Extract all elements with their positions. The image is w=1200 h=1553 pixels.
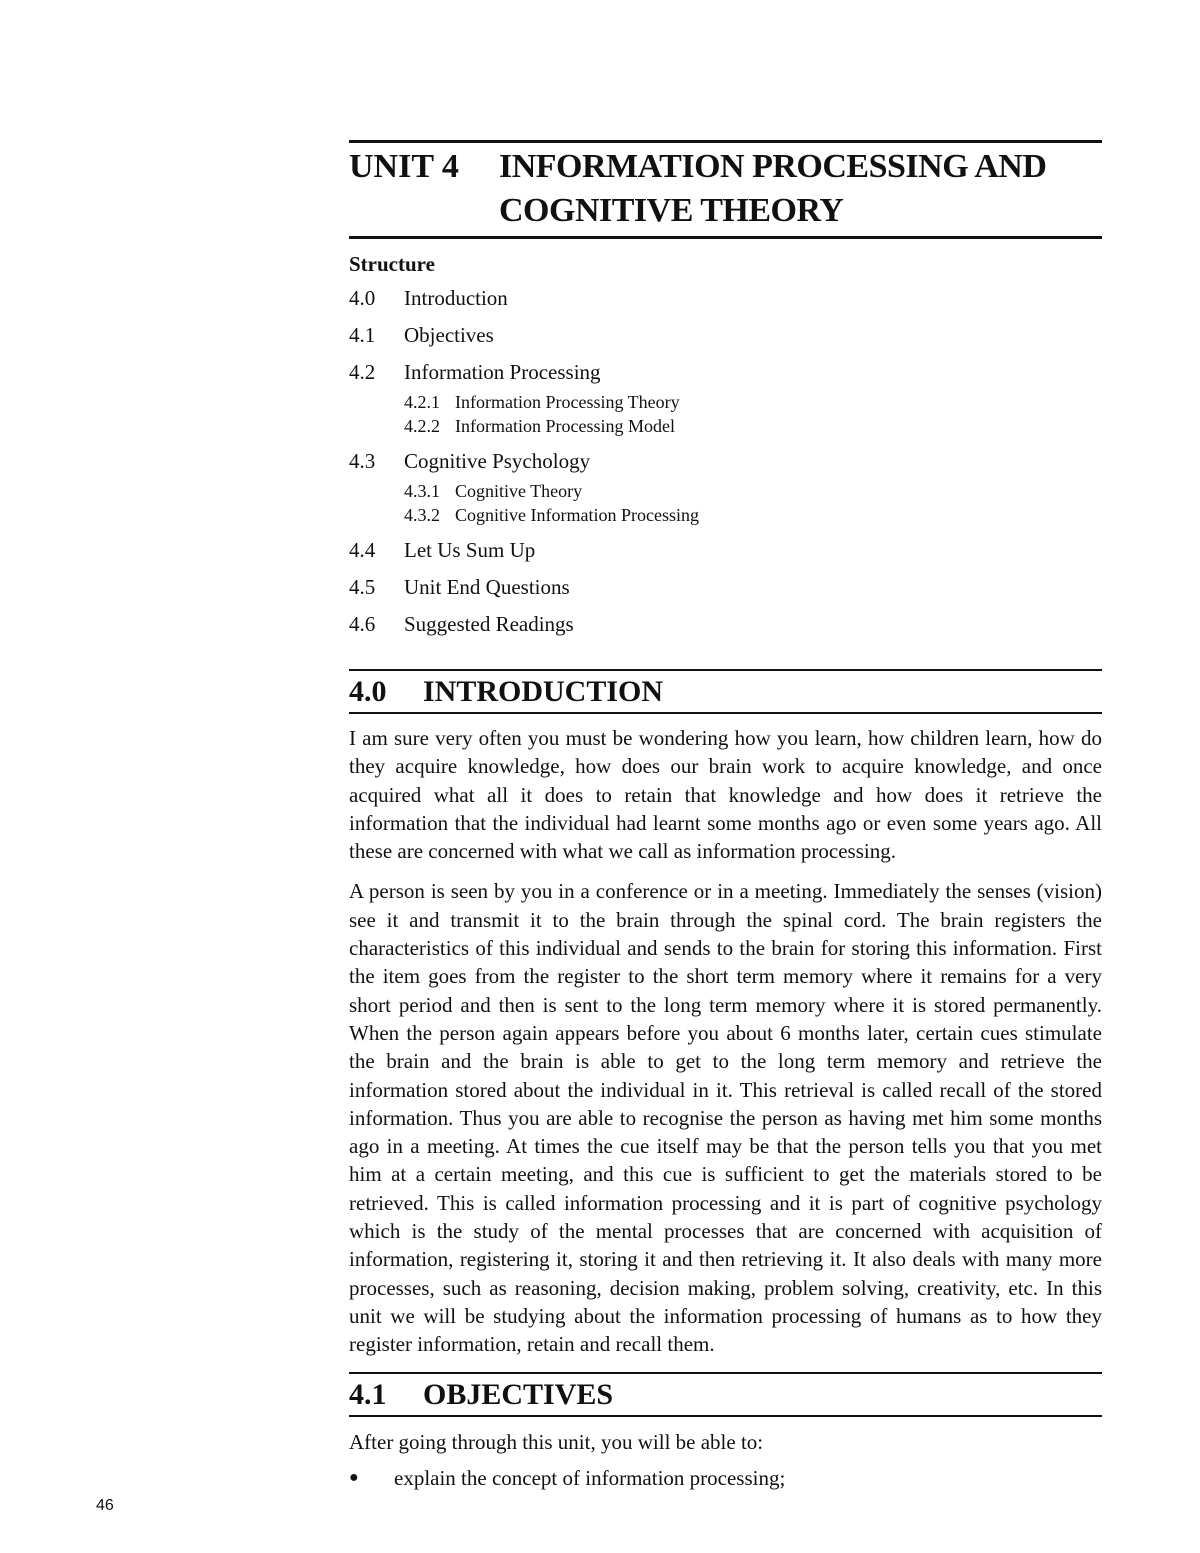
- toc-label: Suggested Readings: [404, 612, 574, 636]
- section-bottom-rule: [349, 712, 1102, 714]
- toc-item: [349, 284, 1102, 312]
- toc-label: Cognitive Psychology: [404, 449, 591, 473]
- bullet-icon: ●: [349, 1469, 359, 1487]
- section-heading-introduction: [349, 669, 1102, 714]
- toc-number: 4.2.1: [404, 392, 440, 412]
- unit-title: [499, 145, 1102, 233]
- toc-label: Cognitive Information Processing: [455, 505, 699, 525]
- toc-subitem: [349, 390, 1102, 414]
- paragraph: I am sure very often you must be wondering how you learn, how children learn, how do they acquire knowledge, how does our brain work to acquire knowledge, and once acquired what all it does to retain that knowledge and how does it retrieve the information that the individual had learnt some months ago or even some years ago. All these are concerned with what we call as information processing.: [349, 726, 1102, 864]
- toc-item: [349, 321, 1102, 349]
- toc-number: 4.3.1: [404, 481, 440, 501]
- toc-number: 4.2: [349, 360, 376, 384]
- toc-label: Information Processing Model: [455, 416, 675, 436]
- introduction-body: [349, 724, 1102, 1359]
- section-number: 4.0: [349, 675, 387, 708]
- toc-number: 4.6: [349, 612, 376, 636]
- toc-number: 4.3: [349, 449, 376, 473]
- toc-number: 4.0: [349, 286, 376, 310]
- bullet-text: explain the concept of information processing;: [394, 1466, 786, 1491]
- toc-label: Information Processing: [404, 360, 601, 384]
- section-title: OBJECTIVES: [423, 1378, 614, 1411]
- objectives-body: [349, 1428, 1102, 1492]
- unit-label: UNIT 4: [349, 148, 459, 185]
- toc-subitem: [349, 503, 1102, 527]
- section-title-row: [349, 671, 1102, 712]
- toc-item: [349, 536, 1102, 564]
- unit-header: [349, 140, 1102, 239]
- toc-item: [349, 610, 1102, 638]
- toc-label: Introduction: [404, 286, 508, 310]
- paragraph: A person is seen by you in a conference or in a meeting. Immediately the senses (vision) see it and transmit it to the brain through the spinal cord. The brain registers the characteristics of this individual and sends to the brain for storing this information. First the item goes from the register to the short term memory where it remains for a very short period and then is sent to the long term memory where it is stored permanently. When the person again appears before you about 6 months later, certain cues stimulate the brain and the brain is able to get to the long term memory and retrieve the information stored about the individual in it. This retrieval is called recall of the stored information. Thus you are able to recognise the person as having met him some months ago in a meeting. At times the cue itself may be that the person tells you that you met him at a certain meeting, and this cue is sufficient to get the materials stored to be retrieved. This is called information processing and it is part of cognitive psychology which is the study of the mental processes that are concerned with acquisition of information, registering it, storing it and then retrieving it. It also deals with many more processes, such as reasoning, decision making, problem solving, creativity, etc. In this unit we will be studying about the information processing of humans as to how they register information, retain and recall them.: [349, 879, 1102, 1357]
- unit-title-row: [349, 143, 1102, 233]
- toc-subitem: [349, 414, 1102, 438]
- toc-number: 4.1: [349, 323, 376, 347]
- toc-label: Unit End Questions: [404, 575, 570, 599]
- unit-title-line2: COGNITIVE THEORY: [499, 192, 844, 229]
- toc-label: Cognitive Theory: [455, 481, 583, 501]
- unit-title-line1: INFORMATION PROCESSING AND: [499, 148, 1047, 185]
- toc-label: Information Processing Theory: [455, 392, 680, 412]
- section-title: INTRODUCTION: [423, 675, 664, 708]
- structure-heading: Structure: [349, 252, 435, 276]
- toc-number: 4.4: [349, 538, 376, 562]
- section-title-row: [349, 1374, 1102, 1415]
- toc-item: [349, 447, 1102, 475]
- structure-toc: [349, 250, 1102, 647]
- toc-number: 4.5: [349, 575, 376, 599]
- objectives-intro: After going through this unit, you will be able to:: [349, 1430, 764, 1454]
- section-number: 4.1: [349, 1378, 387, 1411]
- toc-label: Let Us Sum Up: [404, 538, 536, 562]
- toc-label: Objectives: [404, 323, 494, 347]
- bottom-rule: [349, 236, 1102, 239]
- toc-subitem: [349, 479, 1102, 503]
- toc-number: 4.3.2: [404, 505, 440, 525]
- toc-item: [349, 358, 1102, 386]
- section-heading-objectives: [349, 1372, 1102, 1417]
- bullet-item: [349, 1464, 1102, 1492]
- section-bottom-rule: [349, 1415, 1102, 1417]
- toc-number: 4.2.2: [404, 416, 440, 436]
- page-number: 46: [96, 1497, 114, 1514]
- toc-item: [349, 573, 1102, 601]
